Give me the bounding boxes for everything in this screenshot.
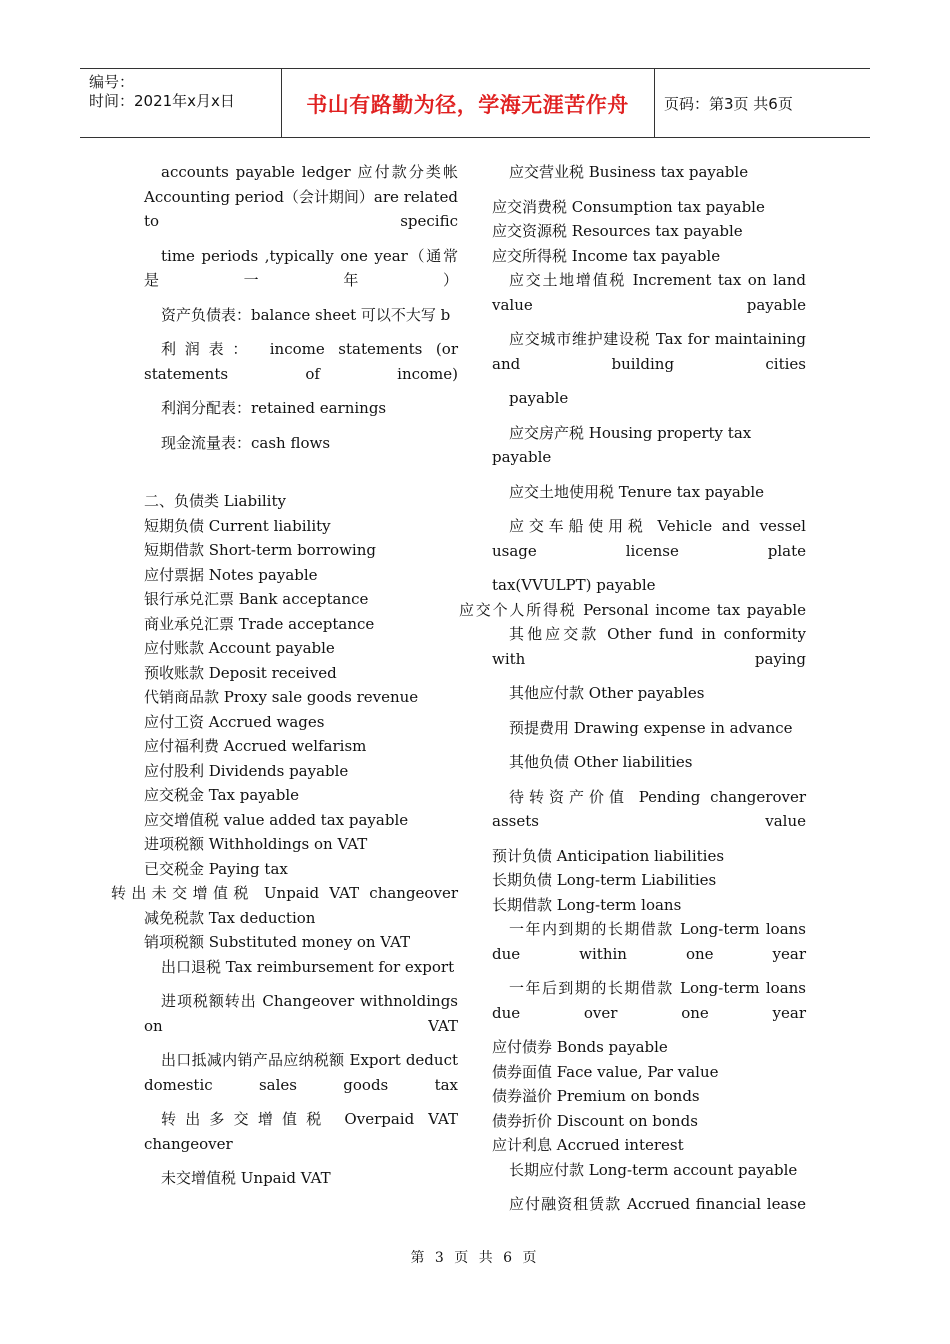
- list-item: 转出未交增值税 Unpaid VAT changeover: [111, 884, 458, 902]
- list-item: 进项税额 Withholdings on VAT: [144, 835, 368, 853]
- list-item: 应付债券 Bonds payable: [492, 1038, 668, 1056]
- list-item: 未交增值税 Unpaid VAT: [161, 1169, 331, 1187]
- document-time-label: 时间：2021年x月x日: [89, 92, 235, 110]
- page-footer: 第 3 页 共 6 页: [410, 1250, 540, 1266]
- text-line: accounts payable ledger 应付款分类帐 Accounting period（会计期间）are related to specific: [144, 163, 458, 230]
- list-item: 出口抵减内销产品应纳税额 Export deduct domestic sales goods tax: [144, 1051, 458, 1094]
- list-item: 应付融资租赁款 Accrued financial lease: [509, 1195, 806, 1213]
- list-item: 长期借款 Long-term loans: [492, 895, 682, 914]
- header-page-cell: [655, 69, 870, 137]
- list-item: 应付股利 Dividends payable: [144, 761, 349, 780]
- list-item: 预计负债 Anticipation liabilities: [492, 846, 725, 865]
- list-item: 应计利息 Accrued interest: [492, 1136, 684, 1154]
- header-meta-cell: [80, 69, 282, 137]
- left-column: [111, 160, 458, 1191]
- list-item: 待转资产价值 Pending changerover assets value: [492, 787, 806, 830]
- text-line: 现金流量表：cash flows: [161, 433, 331, 452]
- list-item: 银行承兑汇票 Bank acceptance: [144, 590, 369, 608]
- list-item: 已交税金 Paying tax: [144, 859, 288, 878]
- list-item: 短期借款 Short-term borrowing: [144, 541, 376, 559]
- list-item: 减免税款 Tax deduction: [144, 908, 316, 927]
- list-item: payable: [509, 389, 569, 407]
- list-item: 一年内到期的长期借款 Long-term loans due within one year: [492, 920, 806, 963]
- list-item: 应付账款 Account payable: [144, 639, 335, 657]
- list-item: 进项税额转出 Changeover withnoldings on VAT: [144, 992, 458, 1035]
- list-item: 预收账款 Deposit received: [144, 663, 337, 682]
- list-item: 其他应付款 Other payables: [509, 684, 705, 702]
- list-item: 商业承兑汇票 Trade acceptance: [144, 614, 375, 633]
- list-item: 一年后到期的长期借款 Long-term loans due over one year: [492, 979, 806, 1022]
- list-item: 短期负债 Current liability: [144, 516, 331, 535]
- list-item: 应交城市维护建设税 Tax for maintaining and building cities: [492, 330, 806, 373]
- list-item: 债券面值 Face value, Par value: [492, 1062, 719, 1081]
- list-item: 应交车船使用税 Vehicle and vessel usage license plate: [492, 517, 806, 560]
- list-item: 债券折价 Discount on bonds: [492, 1111, 698, 1130]
- list-item: tax(VVULPT) payable: [492, 576, 656, 594]
- list-item: 应交资源税 Resources tax payable: [492, 222, 743, 240]
- list-item: 应交土地使用税 Tenure tax payable: [509, 482, 765, 501]
- list-item: 应交土地增值税 Increment tax on land value payable: [492, 271, 806, 314]
- header-page-number: 页码：第3页 共6页: [664, 95, 793, 113]
- list-item: 销项税额 Substituted money on VAT: [144, 933, 411, 951]
- list-item: 出口退税 Tax reimbursement for export: [161, 957, 455, 976]
- list-item: 转出多交增值税 Overpaid VAT changeover: [144, 1110, 458, 1153]
- list-item: 应交营业税 Business tax payable: [509, 163, 749, 181]
- document-number-label: 编号：: [89, 73, 135, 91]
- list-item: 债券溢价 Premium on bonds: [492, 1087, 700, 1105]
- text-line: 利润分配表：retained earnings: [161, 399, 387, 417]
- list-item: 其他负债 Other liabilities: [509, 753, 693, 771]
- right-column: [459, 160, 806, 1217]
- list-item: 代销商品款 Proxy sale goods revenue: [144, 688, 419, 706]
- list-item: 长期应付款 Long-term account payable: [509, 1160, 798, 1179]
- list-item: 应交税金 Tax payable: [144, 786, 300, 804]
- text-line: 资产负债表：balance sheet 可以不大写 b: [161, 305, 451, 324]
- header-motto-cell: [281, 69, 655, 137]
- list-item: 应付福利费 Accrued welfarism: [144, 737, 367, 755]
- list-item: 应交增值税 value added tax payable: [144, 810, 409, 829]
- list-item: 应交房产税 Housing property tax payable: [492, 423, 752, 466]
- list-item: 应交所得税 Income tax payable: [492, 246, 721, 265]
- list-item: 应付工资 Accrued wages: [144, 712, 325, 731]
- list-item: 应交个人所得税 Personal income tax payable: [459, 600, 806, 619]
- list-item: 应付票据 Notes payable: [144, 565, 318, 584]
- section-heading: 二、负债类 Liability: [144, 492, 286, 510]
- list-item: 长期负债 Long-term Liabilities: [492, 871, 717, 889]
- list-item: 其他应交款 Other fund in conformity with paying: [492, 625, 806, 668]
- text-line: time periods ,typically one year（通常是一年）: [144, 246, 458, 289]
- page-header: [80, 68, 870, 138]
- text-line: 利润表： income statements (or statements of income): [144, 340, 458, 383]
- list-item: 预提费用 Drawing expense in advance: [509, 718, 793, 737]
- header-motto: 书山有路勤为径，学海无涯苦作舟: [306, 93, 629, 117]
- list-item: 应交消费税 Consumption tax payable: [492, 197, 765, 216]
